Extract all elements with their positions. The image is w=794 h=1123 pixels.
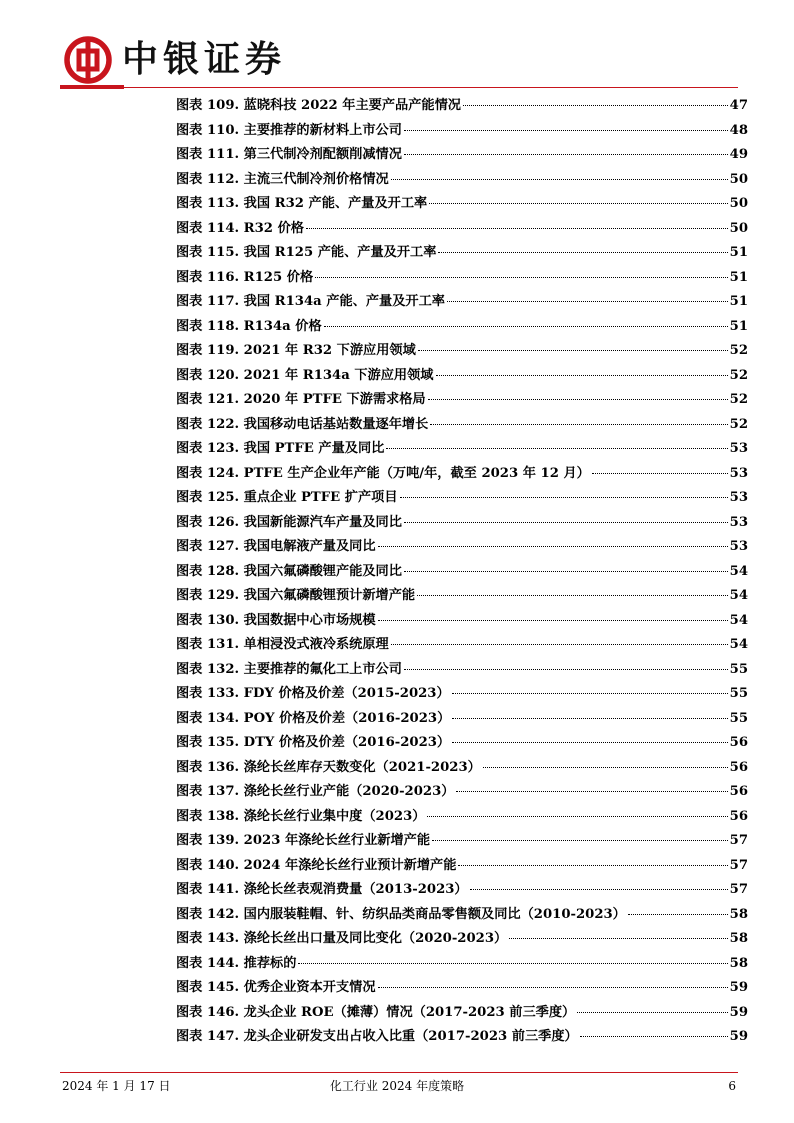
toc-entry-page: 52 bbox=[729, 343, 748, 358]
toc-dot-leader bbox=[428, 399, 728, 400]
toc-entry-page: 55 bbox=[729, 661, 748, 677]
toc-entry-label: 图表 109. 蓝晓科技 2022 年主要产品产能情况 bbox=[176, 98, 461, 113]
toc-entry[interactable] bbox=[176, 94, 748, 119]
toc-entry-page: 54 bbox=[729, 563, 748, 579]
toc-entry[interactable] bbox=[176, 633, 748, 658]
toc-entry[interactable] bbox=[176, 731, 748, 756]
toc-entry-page: 52 bbox=[729, 392, 748, 407]
toc-entry[interactable] bbox=[176, 535, 748, 560]
toc-dot-leader bbox=[452, 693, 728, 694]
toc-entry-page: 57 bbox=[729, 857, 748, 873]
toc-entry-label: 图表 118. R134a 价格 bbox=[176, 318, 322, 334]
toc-dot-leader bbox=[404, 522, 728, 523]
toc-entry[interactable] bbox=[176, 266, 748, 291]
toc-entry-label: 图表 119. 2021 年 R32 下游应用领域 bbox=[176, 343, 416, 358]
toc-dot-leader bbox=[592, 473, 728, 474]
toc-entry-label: 图表 129. 我国六氟磷酸锂预计新增产能 bbox=[176, 588, 416, 603]
toc-entry[interactable] bbox=[176, 927, 748, 952]
toc-entry-label: 图表 121. 2020 年 PTFE 下游需求格局 bbox=[176, 392, 426, 407]
toc-entry[interactable] bbox=[176, 192, 748, 217]
toc-entry[interactable] bbox=[176, 1025, 748, 1050]
toc-entry-page: 52 bbox=[729, 416, 748, 432]
toc-dot-leader bbox=[452, 718, 727, 719]
toc-entry-page: 56 bbox=[729, 735, 748, 750]
toc-entry[interactable] bbox=[176, 609, 748, 634]
toc-entry[interactable] bbox=[176, 168, 748, 193]
toc-entry-label: 图表 132. 主要推荐的氟化工上市公司 bbox=[176, 661, 402, 677]
toc-dot-leader bbox=[378, 620, 728, 621]
toc-entry-page: 55 bbox=[729, 710, 748, 726]
toc-entry[interactable] bbox=[176, 584, 748, 609]
toc-entry-label: 图表 135. DTY 价格及价差（2016-2023） bbox=[176, 735, 451, 750]
header-divider bbox=[60, 87, 738, 88]
toc-entry[interactable] bbox=[176, 829, 748, 854]
toc-dot-leader bbox=[483, 767, 728, 768]
toc-entry-label: 图表 112. 主流三代制冷剂价格情况 bbox=[176, 171, 389, 187]
toc-entry-page: 54 bbox=[729, 612, 748, 628]
toc-dot-leader bbox=[378, 546, 728, 547]
toc-entry[interactable] bbox=[176, 952, 748, 977]
toc-entry-page: 57 bbox=[729, 882, 748, 897]
toc-dot-leader bbox=[418, 350, 728, 351]
toc-dot-leader bbox=[404, 571, 728, 572]
toc-entry-label: 图表 126. 我国新能源汽车产量及同比 bbox=[176, 514, 402, 530]
toc-entry-label: 图表 141. 涤纶长丝表观消费量（2013-2023） bbox=[176, 882, 468, 897]
toc-entry[interactable] bbox=[176, 119, 748, 144]
figure-list bbox=[176, 94, 748, 1050]
toc-entry[interactable] bbox=[176, 364, 748, 389]
toc-entry-label: 图表 136. 涤纶长丝库存天数变化（2021-2023） bbox=[176, 759, 481, 775]
toc-entry-page: 48 bbox=[729, 122, 748, 138]
toc-dot-leader bbox=[391, 179, 728, 180]
toc-dot-leader bbox=[628, 914, 728, 915]
toc-dot-leader bbox=[378, 987, 728, 988]
toc-entry-label: 图表 116. R125 价格 bbox=[176, 269, 314, 285]
toc-entry[interactable] bbox=[176, 437, 748, 462]
toc-entry-label: 图表 133. FDY 价格及价差（2015-2023） bbox=[176, 686, 450, 701]
toc-entry[interactable] bbox=[176, 854, 748, 879]
toc-dot-leader bbox=[427, 816, 727, 817]
toc-entry-page: 50 bbox=[729, 171, 748, 187]
toc-entry-page: 53 bbox=[729, 490, 748, 505]
footer-date: 2024 年 1 月 17 日 bbox=[62, 1079, 171, 1093]
toc-entry-label: 图表 111. 第三代制冷剂配额削减情况 bbox=[176, 147, 402, 162]
toc-entry[interactable] bbox=[176, 339, 748, 364]
toc-entry-page: 50 bbox=[729, 220, 748, 236]
toc-dot-leader bbox=[432, 840, 728, 841]
toc-entry[interactable] bbox=[176, 903, 748, 928]
toc-entry-label: 图表 128. 我国六氟磷酸锂产能及同比 bbox=[176, 563, 402, 579]
toc-entry-label: 图表 147. 龙头企业研发支出占收入比重（2017-2023 前三季度） bbox=[176, 1029, 578, 1044]
toc-entry-label: 图表 125. 重点企业 PTFE 扩产项目 bbox=[176, 490, 398, 505]
toc-entry[interactable] bbox=[176, 756, 748, 781]
toc-entry-page: 57 bbox=[729, 833, 748, 848]
footer-report-title: 化工行业 2024 年度策略 bbox=[329, 1079, 465, 1093]
toc-entry-label: 图表 139. 2023 年涤纶长丝行业新增产能 bbox=[176, 833, 431, 848]
toc-entry-page: 54 bbox=[729, 588, 748, 603]
toc-entry-page: 54 bbox=[729, 637, 748, 652]
toc-entry[interactable] bbox=[176, 217, 748, 242]
toc-entry[interactable] bbox=[176, 462, 748, 487]
toc-entry[interactable] bbox=[176, 315, 748, 340]
toc-entry-label: 图表 110. 主要推荐的新材料上市公司 bbox=[176, 122, 402, 138]
toc-dot-leader bbox=[452, 742, 728, 743]
toc-dot-leader bbox=[456, 791, 727, 792]
toc-dot-leader bbox=[580, 1036, 728, 1037]
page-header bbox=[0, 0, 794, 98]
toc-entry-label: 图表 114. R32 价格 bbox=[176, 220, 304, 236]
toc-entry[interactable] bbox=[176, 658, 748, 683]
toc-dot-leader bbox=[404, 669, 728, 670]
toc-entry-page: 50 bbox=[729, 196, 748, 211]
toc-entry-label: 图表 122. 我国移动电话基站数量逐年增长 bbox=[176, 416, 429, 432]
toc-dot-leader bbox=[438, 252, 727, 253]
toc-entry-label: 图表 134. POY 价格及价差（2016-2023） bbox=[176, 710, 451, 726]
toc-entry-label: 图表 144. 推荐标的 bbox=[176, 955, 297, 971]
toc-dot-leader bbox=[298, 963, 727, 964]
page-number: 6 bbox=[728, 1079, 736, 1093]
toc-entry-label: 图表 142. 国内服装鞋帽、针、纺织品类商品零售额及同比（2010-2023） bbox=[176, 906, 626, 922]
toc-entry-page: 56 bbox=[729, 808, 748, 824]
toc-entry-label: 图表 145. 优秀企业资本开支情况 bbox=[176, 980, 376, 995]
toc-dot-leader bbox=[404, 130, 728, 131]
toc-entry-page: 58 bbox=[729, 955, 748, 971]
toc-entry-label: 图表 140. 2024 年涤纶长丝行业预计新增产能 bbox=[176, 857, 457, 873]
toc-dot-leader bbox=[577, 1012, 727, 1013]
toc-dot-leader bbox=[429, 203, 727, 204]
toc-dot-leader bbox=[315, 277, 728, 278]
toc-entry-label: 图表 123. 我国 PTFE 产量及同比 bbox=[176, 441, 385, 456]
brand-name: 中银证券 bbox=[122, 39, 287, 80]
toc-dot-leader bbox=[324, 326, 728, 327]
toc-entry[interactable] bbox=[176, 143, 748, 168]
toc-dot-leader bbox=[447, 301, 728, 302]
toc-entry-label: 图表 127. 我国电解液产量及同比 bbox=[176, 539, 376, 554]
toc-entry-page: 47 bbox=[729, 98, 748, 113]
toc-entry-page: 59 bbox=[729, 980, 748, 995]
toc-entry[interactable] bbox=[176, 413, 748, 438]
toc-dot-leader bbox=[404, 154, 728, 155]
toc-entry-label: 图表 124. PTFE 生产企业年产能（万吨/年，截至 2023 年 12 月） bbox=[176, 465, 590, 481]
toc-entry[interactable] bbox=[176, 1001, 748, 1026]
toc-entry[interactable] bbox=[176, 682, 748, 707]
toc-dot-leader bbox=[306, 228, 728, 229]
toc-entry-label: 图表 120. 2021 年 R134a 下游应用领域 bbox=[176, 367, 434, 383]
toc-entry-page: 56 bbox=[729, 759, 748, 775]
toc-entry-label: 图表 146. 龙头企业 ROE（摊薄）情况（2017-2023 前三季度） bbox=[176, 1004, 576, 1020]
toc-dot-leader bbox=[436, 375, 728, 376]
toc-entry[interactable] bbox=[176, 241, 748, 266]
toc-dot-leader bbox=[386, 448, 727, 449]
toc-entry-page: 51 bbox=[729, 245, 748, 260]
toc-dot-leader bbox=[417, 595, 728, 596]
toc-entry[interactable] bbox=[176, 486, 748, 511]
toc-entry-label: 图表 113. 我国 R32 产能、产量及开工率 bbox=[176, 196, 428, 211]
toc-entry[interactable] bbox=[176, 511, 748, 536]
toc-entry-label: 图表 138. 涤纶长丝行业集中度（2023） bbox=[176, 808, 426, 824]
toc-entry[interactable] bbox=[176, 707, 748, 732]
toc-entry[interactable] bbox=[176, 388, 748, 413]
toc-entry-page: 51 bbox=[729, 318, 748, 334]
toc-entry-label: 图表 143. 涤纶长丝出口量及同比变化（2020-2023） bbox=[176, 931, 508, 946]
toc-entry-label: 图表 131. 单相浸没式液冷系统原理 bbox=[176, 637, 389, 652]
toc-entry-label: 图表 130. 我国数据中心市场规模 bbox=[176, 612, 376, 628]
toc-entry-page: 49 bbox=[729, 147, 748, 162]
toc-dot-leader bbox=[430, 424, 727, 425]
toc-entry[interactable] bbox=[176, 805, 748, 830]
toc-entry[interactable] bbox=[176, 560, 748, 585]
toc-entry-label: 图表 137. 涤纶长丝行业产能（2020-2023） bbox=[176, 784, 455, 799]
footer-divider bbox=[60, 1072, 738, 1073]
toc-entry[interactable] bbox=[176, 878, 748, 903]
toc-entry-page: 56 bbox=[729, 784, 748, 799]
toc-entry-page: 51 bbox=[729, 294, 748, 309]
toc-entry-label: 图表 117. 我国 R134a 产能、产量及开工率 bbox=[176, 294, 445, 309]
toc-entry-label: 图表 115. 我国 R125 产能、产量及开工率 bbox=[176, 245, 437, 260]
toc-entry-page: 53 bbox=[729, 539, 748, 554]
toc-dot-leader bbox=[463, 105, 728, 106]
toc-entry-page: 59 bbox=[729, 1029, 748, 1044]
toc-entry[interactable] bbox=[176, 976, 748, 1001]
toc-dot-leader bbox=[391, 644, 728, 645]
toc-entry-page: 53 bbox=[729, 441, 748, 456]
toc-entry-page: 58 bbox=[729, 906, 748, 922]
toc-entry-page: 53 bbox=[729, 465, 748, 481]
toc-entry-page: 51 bbox=[729, 269, 748, 285]
header-accent-bar bbox=[60, 85, 124, 89]
toc-dot-leader bbox=[470, 889, 728, 890]
toc-dot-leader bbox=[509, 938, 727, 939]
toc-dot-leader bbox=[400, 497, 728, 498]
toc-entry-page: 58 bbox=[729, 931, 748, 946]
toc-entry-page: 55 bbox=[729, 686, 748, 701]
toc-entry-page: 53 bbox=[729, 514, 748, 530]
toc-entry-page: 52 bbox=[729, 367, 748, 383]
toc-entry[interactable] bbox=[176, 780, 748, 805]
toc-dot-leader bbox=[458, 865, 727, 866]
toc-entry[interactable] bbox=[176, 290, 748, 315]
boc-logo-icon bbox=[64, 36, 112, 84]
toc-entry-page: 59 bbox=[729, 1004, 748, 1020]
